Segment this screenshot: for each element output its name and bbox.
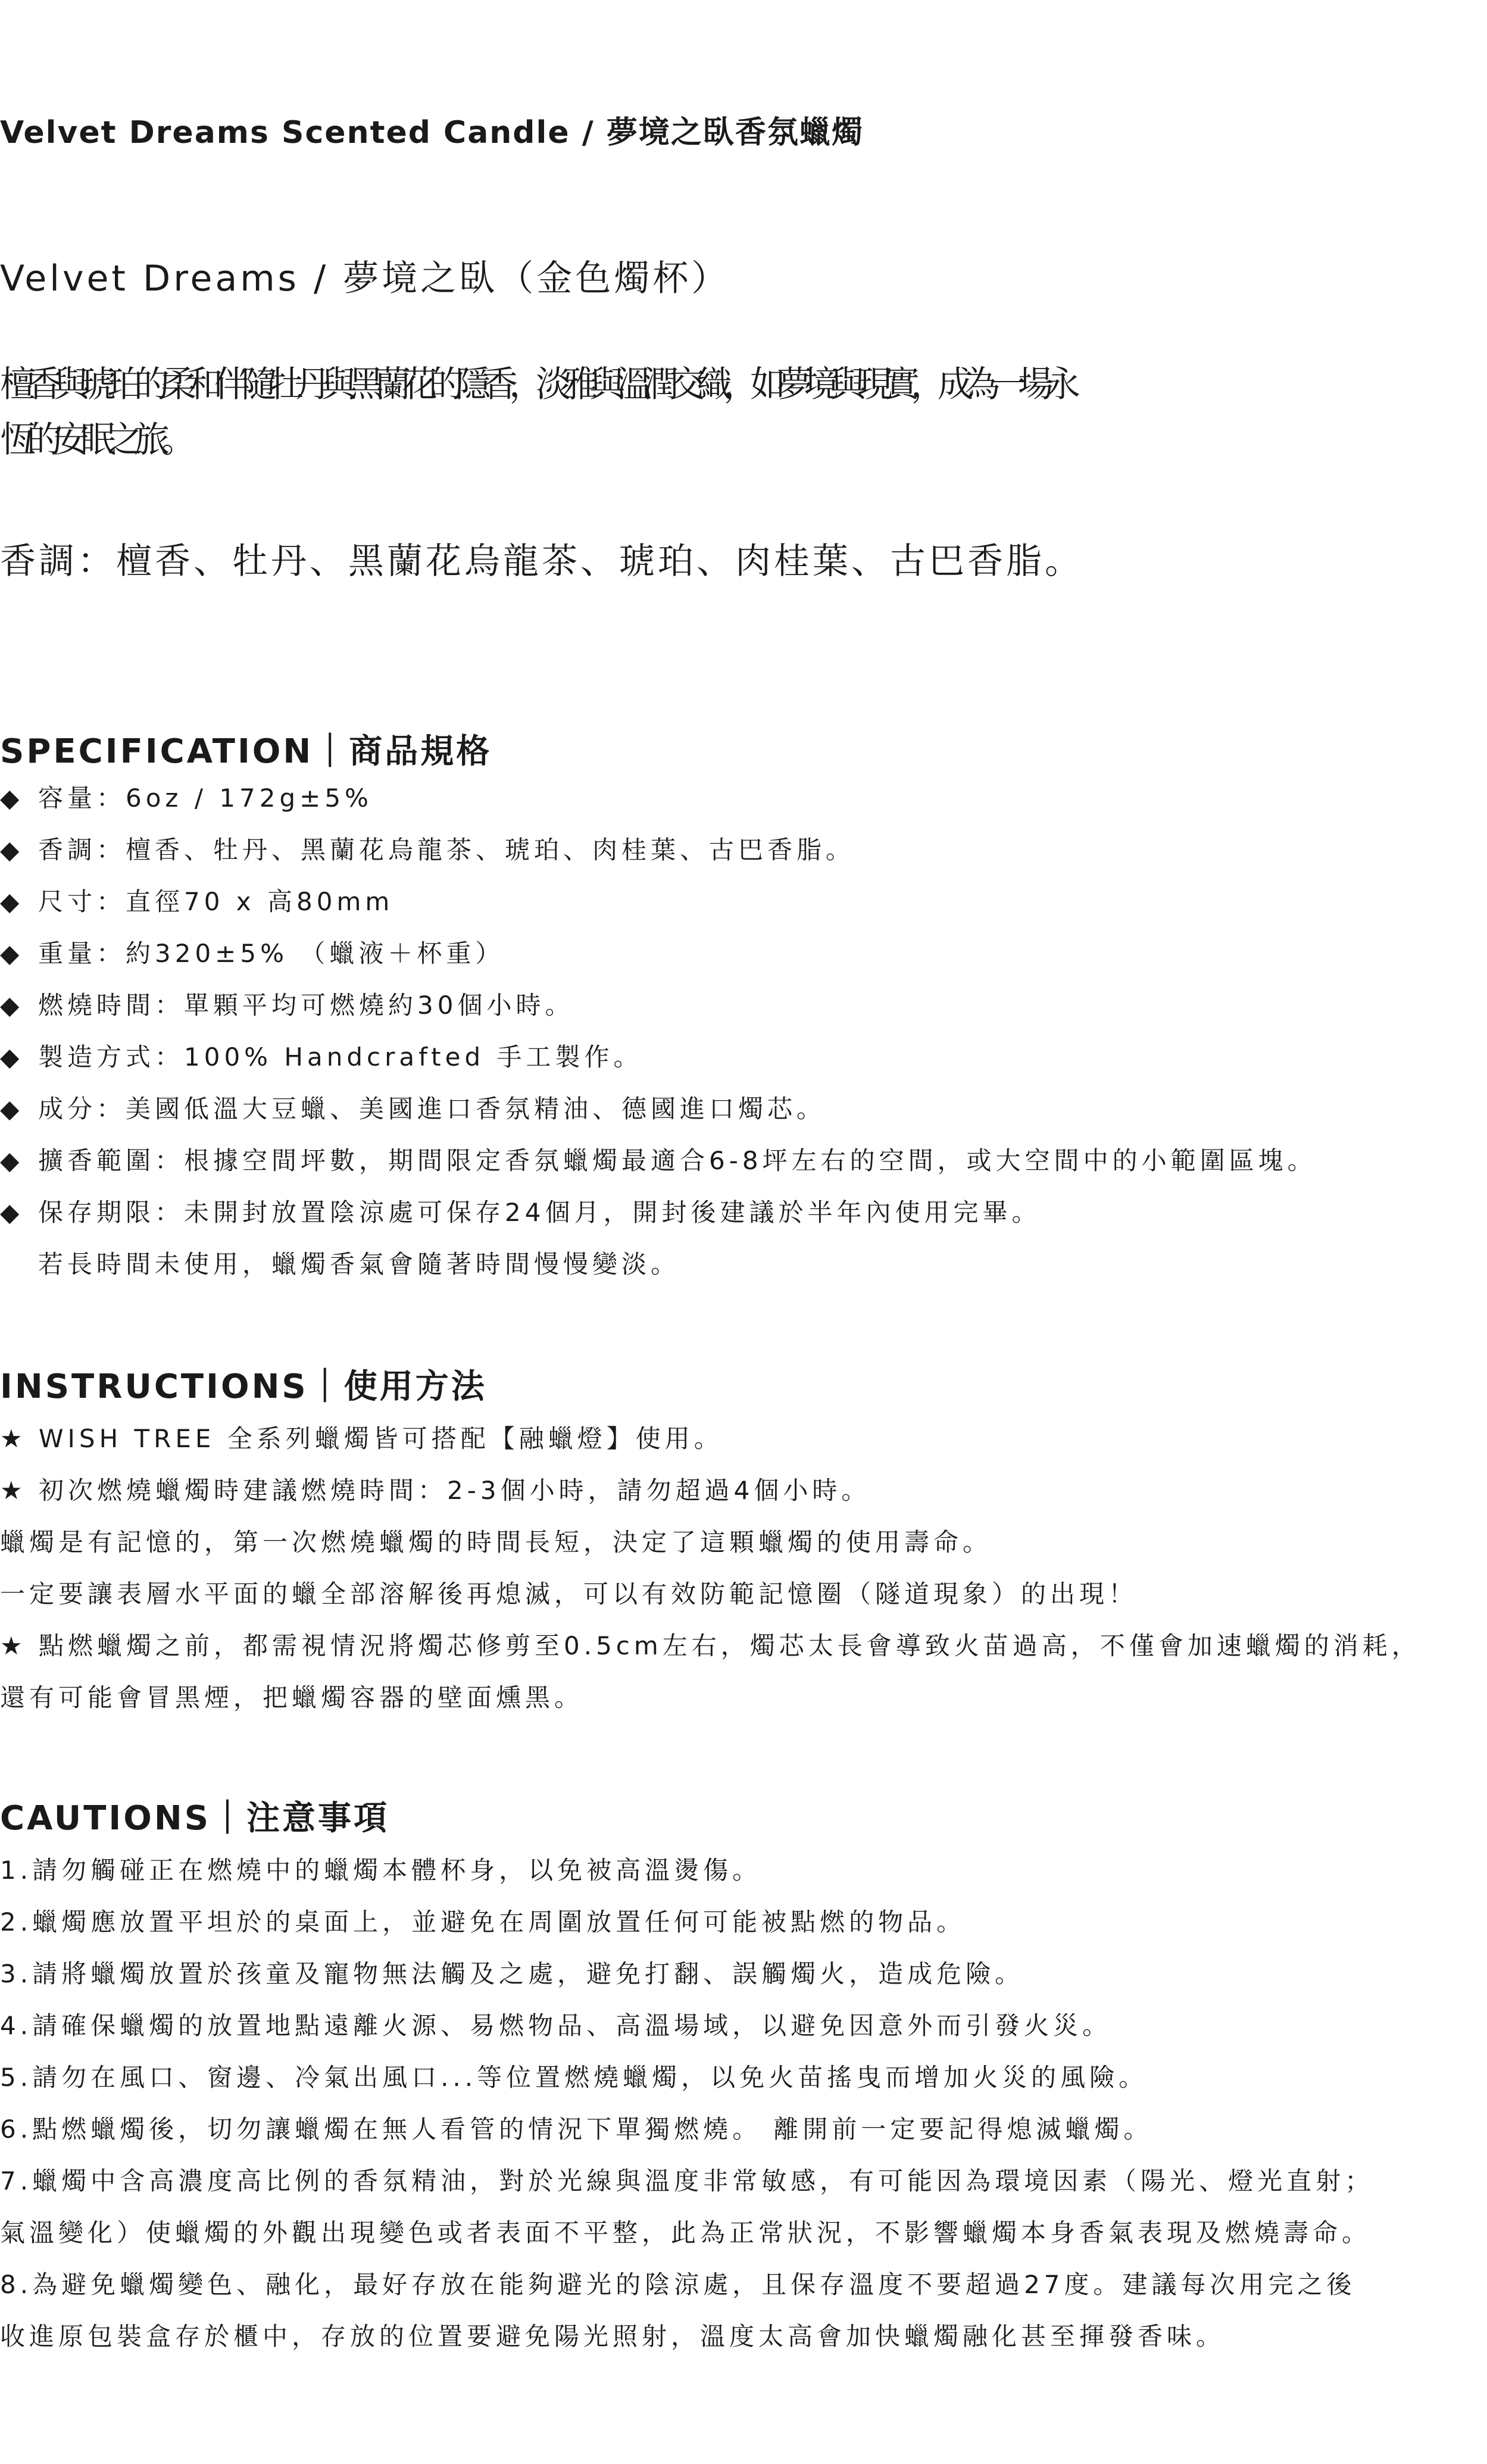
spec-item-text: 成分：美國低溫大豆蠟、美國進口香氛精油、德國進口燭芯。 <box>38 1094 826 1123</box>
spec-item-text: 製造方式：100% Handcrafted 手工製作。 <box>38 1042 643 1072</box>
spec-item-text: 燃燒時間：單顆平均可燃燒約30個小時。 <box>38 991 574 1020</box>
diamond-bullet-icon: ◆ <box>0 1198 24 1227</box>
spec-item-text: 擴香範圍：根據空間坪數，期間限定香氛蠟燭最適合6-8坪左右的空間，或大空間中的小範圍區塊。 <box>38 1146 1317 1175</box>
spec-item-text: 尺寸：直徑70 x 高80mm <box>38 887 394 916</box>
instruction-line: 蠟燭是有記憶的，第一次燃燒蠟燭的時間長短，決定了這顆蠟燭的使用壽命。 <box>0 1528 992 1557</box>
spec-item-text: 保存期限：未開封放置陰涼處可保存24個月，開封後建議於半年內使用完畢。 <box>38 1198 1041 1227</box>
diamond-bullet-icon: ◆ <box>0 887 24 916</box>
diamond-bullet-icon: ◆ <box>0 991 24 1020</box>
description-line: 恆的安眠之旅。 <box>0 419 188 461</box>
spec-item-continuation <box>0 1238 1317 1290</box>
spec-item <box>0 1083 1317 1135</box>
caution-line: 6.點燃蠟燭後，切勿讓蠟燭在無人看管的情況下單獨燃燒。 離開前一定要記得熄滅蠟燭。 <box>0 2115 1153 2144</box>
caution-line: 2.蠟燭應放置平坦於的桌面上，並避免在周圍放置任何可能被點燃的物品。 <box>0 1907 966 1937</box>
caution-line: 4.請確保蠟燭的放置地點遠離火源、易燃物品、高溫場域，以避免因意外而引發火災。 <box>0 2011 1112 2040</box>
diamond-bullet-icon: ◆ <box>0 939 24 968</box>
specification-list <box>0 772 1317 1290</box>
caution-line: 收進原包裝盒存於櫃中，存放的位置要避免陽光照射，溫度太高會加快蠟燭融化甚至揮發香味。 <box>0 2322 1226 2351</box>
spec-continuation-text: 若長時間未使用，蠟燭香氣會隨著時間慢慢變淡。 <box>38 1250 680 1279</box>
product-description <box>0 357 1487 468</box>
caution-line: 1.請勿觸碰正在燃燒中的蠟燭本體杯身，以免被高溫燙傷。 <box>0 1856 762 1885</box>
instruction-line: 還有可能會冒黑煙，把蠟燭容器的壁面燻黑。 <box>0 1683 584 1712</box>
diamond-bullet-icon: ◆ <box>0 1042 24 1072</box>
diamond-bullet-icon: ◆ <box>0 835 24 864</box>
caution-line: 8.為避免蠟燭變色、融化，最好存放在能夠避光的陰涼處，且保存溫度不要超過27度。建議每次用完之後 <box>0 2270 1356 2299</box>
instruction-line: 一定要讓表層水平面的蠟全部溶解後再熄滅，可以有效防範記憶圈（隧道現象）的出現！ <box>0 1579 1138 1609</box>
diamond-bullet-icon: ◆ <box>0 1146 24 1175</box>
product-subtitle: Velvet Dreams / 夢境之臥（金色燭杯） <box>0 258 730 299</box>
caution-line: 5.請勿在風口、窗邊、冷氣出風口...等位置燃燒蠟燭，以免火苗搖曳而增加火災的風險。 <box>0 2063 1148 2092</box>
caution-line: 3.請將蠟燭放置於孩童及寵物無法觸及之處，避免打翻、誤觸燭火，造成危險。 <box>0 1959 1024 1988</box>
diamond-bullet-icon: ◆ <box>0 783 24 813</box>
instruction-line: ★ 點燃蠟燭之前，都需視情況將燭芯修剪至0.5cm左右，燭芯太長會導致火苗過高，不僅會加速蠟燭的消耗， <box>0 1631 1421 1660</box>
spec-item <box>0 1031 1317 1083</box>
spec-item-text: 容量：6oz / 172g±5% <box>38 783 373 813</box>
description-line: 檀香與琥珀的柔和伴隨牡丹與黑蘭花的隱香，淡雅與溫潤交織，如夢境與現實，成為一場永 <box>0 364 1071 405</box>
spec-item <box>0 1135 1317 1186</box>
specification-heading: SPECIFICATION｜商品規格 <box>0 732 492 771</box>
spec-item-text: 重量：約320±5% （蠟液＋杯重） <box>38 939 505 968</box>
spec-item-text: 香調：檀香、牡丹、黑蘭花烏龍茶、琥珀、肉桂葉、古巴香脂。 <box>38 835 855 864</box>
spec-item <box>0 772 1317 824</box>
instruction-line: ★ 初次燃燒蠟燭時建議燃燒時間：2-3個小時，請勿超過4個小時。 <box>0 1476 871 1505</box>
instructions-heading: INSTRUCTIONS｜使用方法 <box>0 1367 487 1406</box>
spec-item <box>0 1186 1317 1238</box>
cautions-list <box>0 1844 1374 2362</box>
caution-line: 7.蠟燭中含高濃度高比例的香氛精油，對於光線與溫度非常敏感，有可能因為環境因素（陽光、燈光直射； <box>0 2166 1374 2196</box>
instructions-list <box>0 1413 1421 1723</box>
diamond-bullet-icon: ◆ <box>0 1094 24 1123</box>
instruction-line: ★ WISH TREE 全系列蠟燭皆可搭配【融蠟燈】使用。 <box>0 1424 723 1453</box>
spec-item <box>0 927 1317 979</box>
spec-item <box>0 876 1317 927</box>
product-title: Velvet Dreams Scented Candle / 夢境之臥香氛蠟燭 <box>0 115 864 151</box>
caution-line: 氣溫變化）使蠟燭的外觀出現變色或者表面不平整，此為正常狀況，不影響蠟燭本身香氣表現及燃燒壽命。 <box>0 2218 1372 2247</box>
spec-item <box>0 979 1317 1031</box>
cautions-heading: CAUTIONS｜注意事項 <box>0 1799 390 1838</box>
spec-item <box>0 824 1317 876</box>
fragrance-notes: 香調：檀香、牡丹、黑蘭花烏龍茶、琥珀、肉桂葉、古巴香脂。 <box>0 541 1083 582</box>
